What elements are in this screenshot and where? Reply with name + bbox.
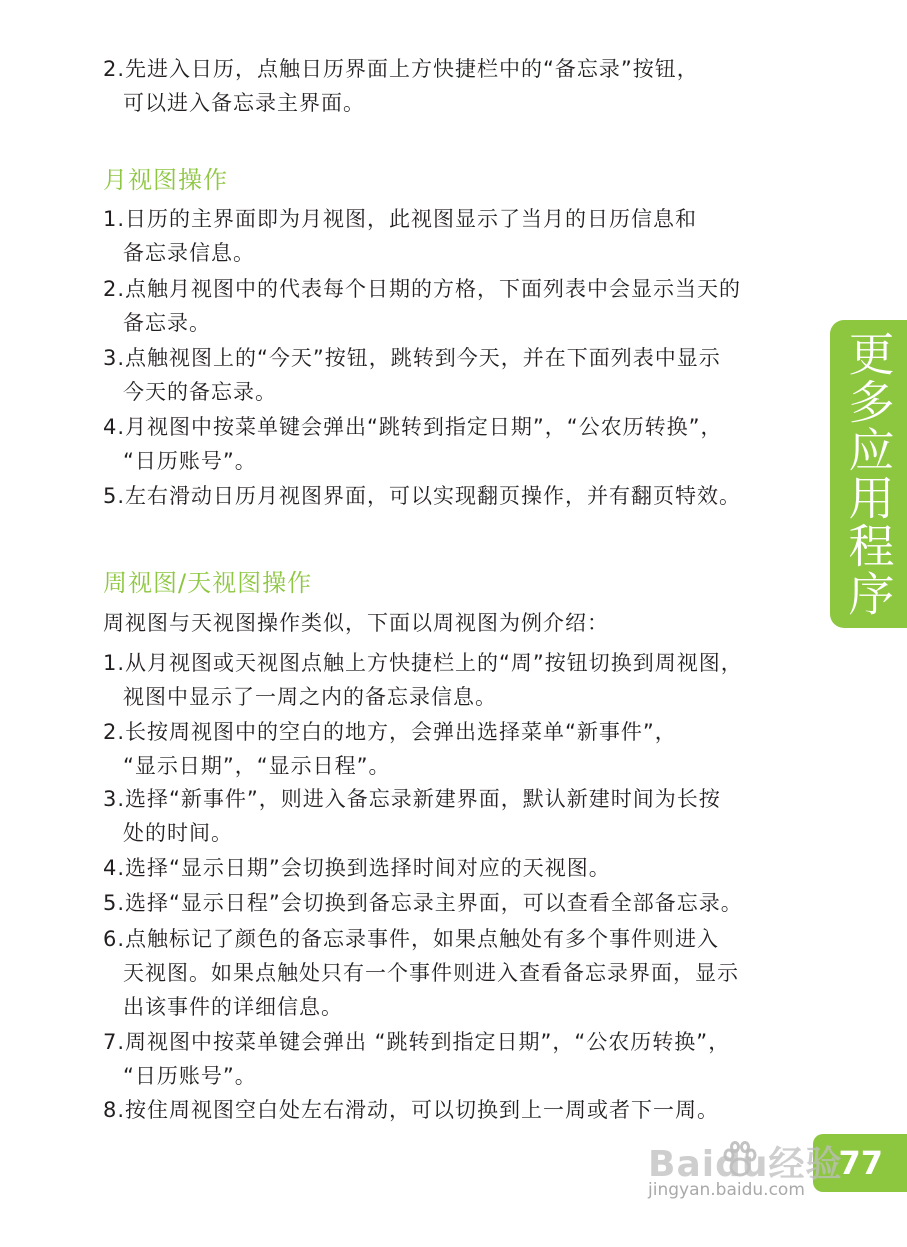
item-text-continued: 处的时间。	[123, 821, 233, 845]
item-number: 3.	[103, 346, 126, 370]
item-text: 选择“显示日期”会切换到选择时间对应的天视图。	[125, 856, 611, 880]
item-text: 左右滑动日历月视图界面，可以实现翻页操作，并有翻页特效。	[125, 484, 741, 508]
section-heading-week-view: 周视图/天视图操作	[103, 569, 313, 597]
item-text-continued: 视图中显示了一周之内的备忘录信息。	[123, 685, 497, 709]
list-item	[103, 410, 818, 478]
item-text-continued: “日历账号”。	[123, 1064, 257, 1088]
list-item	[103, 479, 818, 513]
chapter-tab	[830, 320, 907, 628]
list-item	[103, 1093, 818, 1127]
item-text: 长按周视图中的空白的地方，会弹出选择菜单“新事件”，	[125, 720, 677, 744]
item-text: 选择“新事件”，则进入备忘录新建界面，默认新建时间为长按	[125, 787, 721, 811]
item-number: 3.	[103, 787, 126, 811]
item-text: 点触月视图中的代表每个日期的方格，下面列表中会显示当天的	[125, 277, 741, 301]
list-item	[103, 922, 818, 1024]
list-item	[103, 646, 818, 714]
watermark-logo: Baidu经验	[648, 1144, 843, 1185]
item-text: 点触标记了颜色的备忘录事件，如果点触处有多个事件则进入	[125, 927, 719, 951]
baidu-watermark	[648, 1134, 848, 1204]
list-item	[103, 851, 818, 885]
item-text-continued: 天视图。如果点触处只有一个事件则进入查看备忘录界面，显示	[123, 961, 739, 985]
list-item	[103, 715, 818, 783]
item-text: 周视图中按菜单键会弹出 “跳转到指定日期”，“公农历转换”，	[125, 1030, 731, 1054]
item-text-continued: 可以进入备忘录主界面。	[123, 91, 365, 115]
item-number: 8.	[103, 1098, 126, 1122]
item-text: 按住周视图空白处左右滑动，可以切换到上一周或者下一周。	[125, 1098, 719, 1122]
page-number: 77	[838, 1144, 883, 1182]
chapter-tab-label: 更多应用程序	[841, 330, 896, 618]
item-number: 2.	[103, 277, 126, 301]
list-item	[103, 886, 818, 920]
item-number: 5.	[103, 484, 126, 508]
item-text: 月视图中按菜单键会弹出“跳转到指定日期”，“公农历转换”，	[125, 415, 723, 439]
item-number: 6.	[103, 927, 126, 951]
item-text: 点触视图上的“今天”按钮，跳转到今天，并在下面列表中显示	[125, 346, 721, 370]
item-text-continued: 今天的备忘录。	[123, 380, 277, 404]
item-text: 先进入日历，点触日历界面上方快捷栏中的“备忘录”按钮，	[125, 57, 699, 81]
item-text: 日历的主界面即为月视图，此视图显示了当月的日历信息和	[125, 207, 697, 231]
item-number: 5.	[103, 891, 126, 915]
section-intro: 周视图与天视图操作类似，下面以周视图为例介绍：	[103, 611, 609, 635]
list-item	[103, 341, 818, 409]
item-number: 1.	[103, 207, 126, 231]
item-number: 2.	[103, 720, 126, 744]
item-text-continued: “日历账号”。	[123, 449, 257, 473]
list-item	[103, 1025, 818, 1093]
item-number: 2.	[103, 57, 126, 81]
item-text: 从月视图或天视图点触上方快捷栏上的“周”按钮切换到周视图，	[125, 651, 743, 675]
item-number: 4.	[103, 856, 126, 880]
item-number: 4.	[103, 415, 126, 439]
item-text-continued: 出该事件的详细信息。	[123, 995, 343, 1019]
list-item	[103, 272, 818, 340]
section-heading-month-view: 月视图操作	[103, 166, 228, 194]
item-text-continued: 备忘录。	[123, 311, 211, 335]
item-text: 选择“显示日程”会切换到备忘录主界面，可以查看全部备忘录。	[125, 891, 743, 915]
list-item	[103, 202, 818, 270]
list-item	[103, 782, 818, 850]
item-number: 7.	[103, 1030, 126, 1054]
item-text-continued: “显示日期”，“显示日程”。	[123, 754, 391, 778]
list-item	[103, 52, 818, 120]
item-number: 1.	[103, 651, 126, 675]
item-text-continued: 备忘录信息。	[123, 241, 255, 265]
watermark-url: jingyan.baidu.com	[648, 1180, 805, 1200]
